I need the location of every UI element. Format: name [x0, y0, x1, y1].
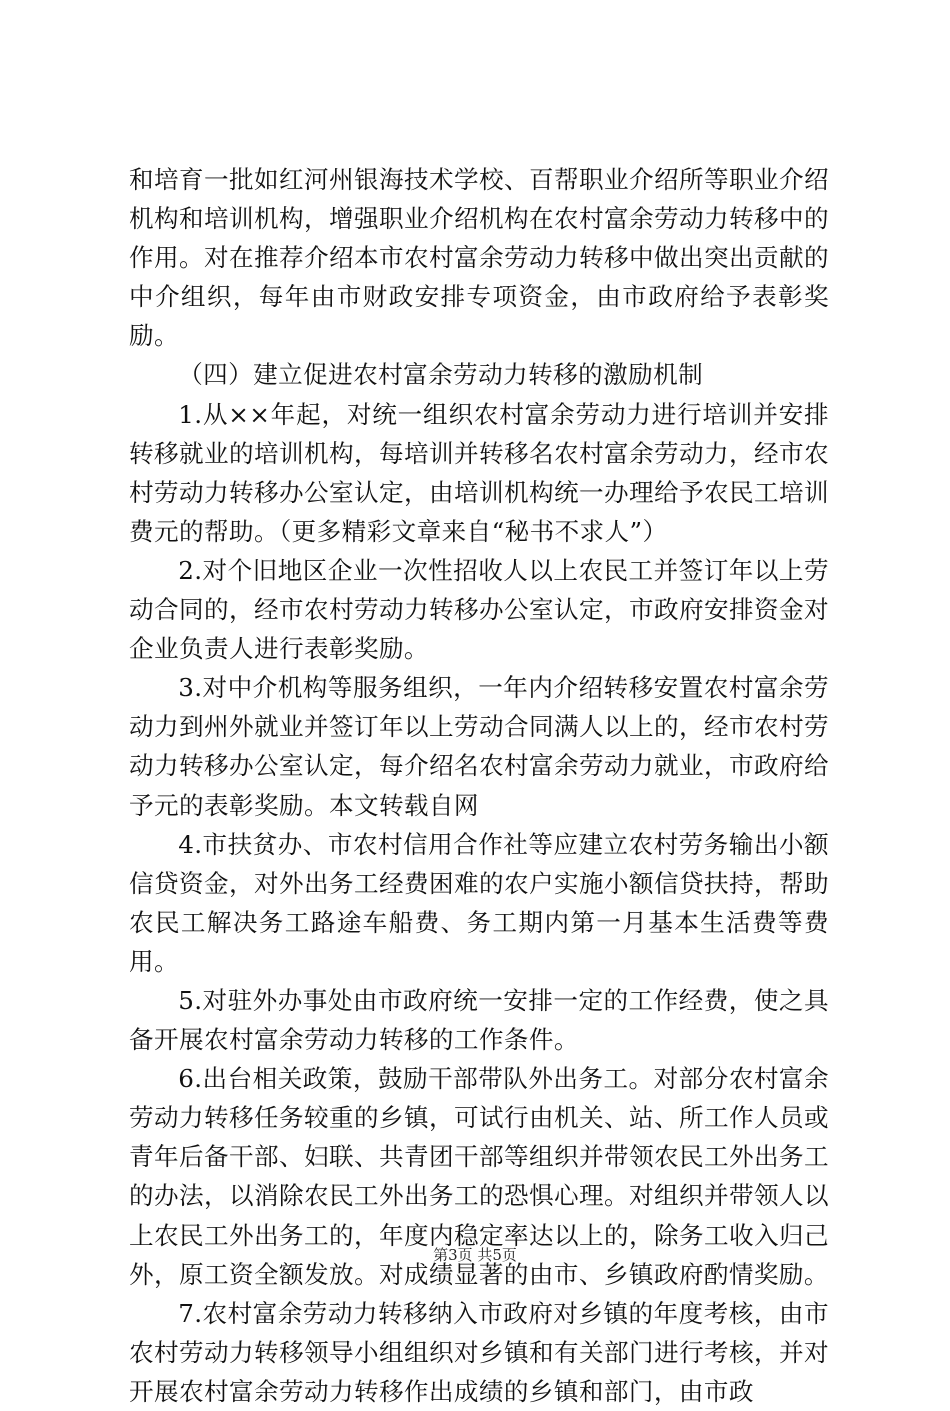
- document-body: [129, 160, 829, 1411]
- paragraph-item-5: 5.对驻外办事处由市政府统一安排一定的工作经费，使之具备开展农村富余劳动力转移的工作条件。: [129, 985, 829, 1055]
- paragraph-item-2: 2.对个旧地区企业一次性招收人以上农民工并签订年以上劳动合同的，经市农村劳动力转移办公室认定，市政府安排资金对企业负责人进行表彰奖励。: [129, 555, 829, 664]
- paragraph-item-4: 4.市扶贫办、市农村信用合作社等应建立农村劳务输出小额信贷资金，对外出务工经费困难的农户实施小额信贷扶持，帮助农民工解决务工路途车船费、务工期内第一月基本生活费等费用。: [129, 829, 829, 976]
- page-footer: 第3页 共5页: [433, 1246, 517, 1264]
- paragraph-continuation: 和培育一批如红河州银海技术学校、百帮职业介绍所等职业介绍机构和培训机构，增强职业介绍机构在农村富余劳动力转移中的作用。对在推荐介绍本市农村富余劳动力转移中做出突出贡献的中介组织，每年由市财政安排专项资金，由市政府给予表彰奖励。: [129, 165, 829, 351]
- section-heading-4: （四）建立促进农村富余劳动力转移的激励机制: [178, 360, 704, 390]
- paragraph-item-7: 7.农村富余劳动力转移纳入市政府对乡镇的年度考核，由市农村劳动力转移领导小组组织对乡镇和有关部门进行考核，并对开展农村富余劳动力转移作出成绩的乡镇和部门，由市政: [129, 1298, 829, 1406]
- paragraph-item-3: 3.对中介机构等服务组织，一年内介绍转移安置农村富余劳动力到州外就业并签订年以上劳动合同满人以上的，经市农村劳动力转移办公室认定，每介绍名农村富余劳动力就业，市政府给予元的表彰奖励。本文转载自网: [129, 673, 829, 820]
- paragraph-item-1: 1.从××年起，对统一组织农村富余劳动力进行培训并安排转移就业的培训机构，每培训并转移名农村富余劳动力，经市农村劳动力转移办公室认定，由培训机构统一办理给予农民工培训费元的帮助。（更多精彩文章来自“秘书不求人”）: [129, 399, 829, 546]
- paragraph-item-6: 6.出台相关政策，鼓励干部带队外出务工。对部分农村富余劳动力转移任务较重的乡镇，可试行由机关、站、所工作人员或青年后备干部、妇联、共青团干部等组织并带领农民工外出务工的办法，以消除农民工外出务工的恐惧心理。对组织并带领人以上农民工外出务工的，年度内稳定率达以上的，除务工收入归己外，原工资全额发放。对成绩显著的由市、乡镇政府酌情奖励。: [129, 1064, 829, 1289]
